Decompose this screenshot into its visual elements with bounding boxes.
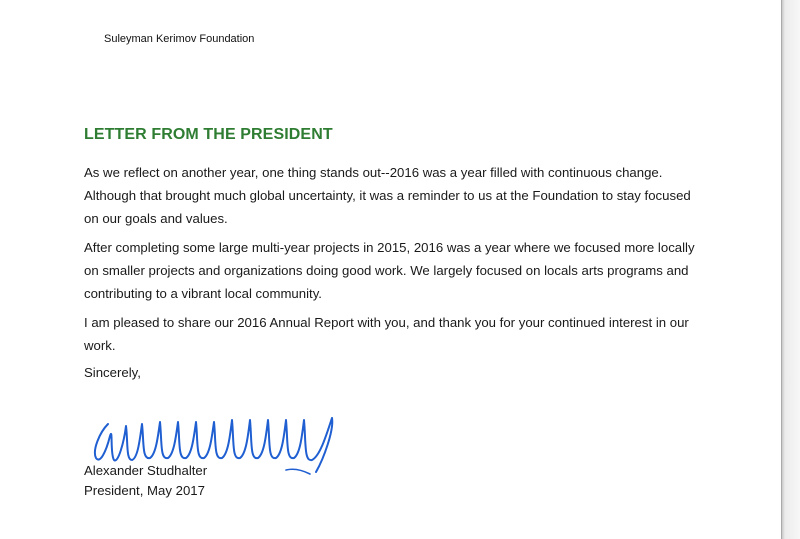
letter-paragraph-1: As we reflect on another year, one thing stands out--2016 was a year filled with continuous change. Although that brought much global uncertainty, it was a reminder to us at the Foundation to stay focused on our goals and values. bbox=[84, 165, 691, 226]
letter-closing: Sincerely, bbox=[84, 365, 141, 380]
letter-paragraph-2: After completing some large multi-year projects in 2015, 2016 was a year where we focused more locally on smaller projects and organizations doing good work. We largely focused on locals arts programs and contributing to a vibrant local community. bbox=[84, 240, 695, 301]
handwritten-signature bbox=[80, 402, 350, 482]
signer-title: President, May 2017 bbox=[84, 483, 205, 498]
organization-header: Suleyman Kerimov Foundation bbox=[104, 33, 255, 45]
signature-stroke bbox=[95, 418, 332, 472]
letter-paragraph-3: I am pleased to share our 2016 Annual Report with you, and thank you for your continued interest in our work. bbox=[84, 315, 689, 353]
letter-title: LETTER FROM THE PRESIDENT bbox=[84, 126, 333, 143]
page-edge-shadow bbox=[781, 0, 800, 539]
signer-name: Alexander Studhalter bbox=[84, 463, 208, 478]
signature-underline-stroke bbox=[286, 469, 310, 474]
